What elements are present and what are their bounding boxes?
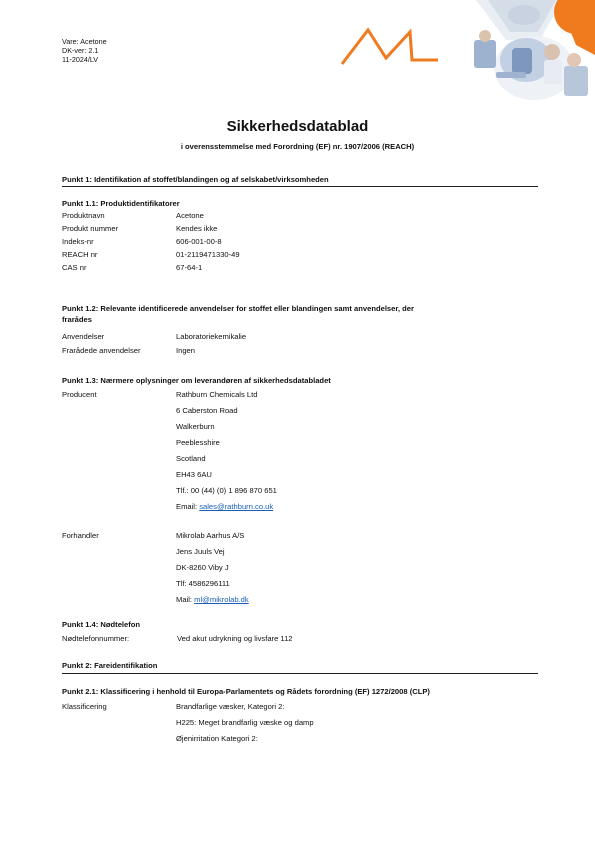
producer-email-link[interactable]: sales@rathburn.co.uk <box>199 502 274 511</box>
field-row <box>62 634 293 644</box>
field-value: 01-2119471330-49 <box>176 250 240 259</box>
dealer-email-link[interactable]: ml@mikrolab.dk <box>194 595 249 604</box>
field-label: Produkt nummer <box>62 224 119 233</box>
field-row <box>62 211 204 221</box>
field-label: CAS nr <box>62 263 87 272</box>
subsection-heading-1-3: Punkt 1.3: Nærmere oplysninger om leverandøren af sikkerhedsdatabladet <box>62 376 331 385</box>
email-prefix: Mail: <box>176 595 195 604</box>
section-divider <box>62 673 538 674</box>
classification-line: Brandfarlige væsker, Kategori 2: <box>176 702 285 711</box>
dealer-name: Mikrolab Aarhus A/S <box>176 531 245 540</box>
heading-line: Punkt 1.2: Relevante identificerede anvendelser for stoffet eller blandingen samt anvendelser, der <box>62 304 414 313</box>
field-label: Indeks-nr <box>62 237 94 246</box>
subsection-heading-2-1: Punkt 2.1: Klassificering i henhold til Europa-Parlamentets og Rådets forordning (EF) 1272/2008 (CLP) <box>62 687 430 696</box>
producer-address-line: Peeblesshire <box>176 438 220 447</box>
dealer-phone: Tlf: 4586296111 <box>176 579 230 588</box>
meta-product: Vare: Acetone <box>62 37 107 46</box>
dealer-email-line <box>176 595 249 605</box>
producer-label: Producent <box>62 390 97 399</box>
producer-phone: Tlf.: 00 (44) (0) 1 896 870 651 <box>176 486 277 495</box>
classification-line: H225: Meget brandfarlig væske og damp <box>176 718 314 727</box>
classification-line: Øjenirritation Kategori 2: <box>176 734 258 743</box>
laboratory-photo-collage <box>466 0 595 100</box>
field-row <box>62 237 222 247</box>
document-title: Sikkerhedsdatablad <box>226 118 369 135</box>
field-value: 67-64-1 <box>176 263 203 272</box>
producer-address-line: 6 Caberston Road <box>176 406 238 415</box>
field-label: Nødtelefonnummer: <box>62 634 130 643</box>
field-label: Anvendelser <box>62 332 105 341</box>
field-label: REACH nr <box>62 250 98 259</box>
classification-label: Klassificering <box>62 702 107 711</box>
producer-postcode: EH43 6AU <box>176 470 212 479</box>
field-label: Produktnavn <box>62 211 105 220</box>
section-heading-punkt-1: Punkt 1: Identifikation af stoffet/blandingen og af selskabet/virksomheden <box>62 175 329 184</box>
field-value: Laboratoriekemikalie <box>176 332 247 341</box>
producer-name: Rathburn Chemicals Ltd <box>176 390 258 399</box>
producer-email-line <box>176 502 273 512</box>
producer-address-line: Walkerburn <box>176 422 215 431</box>
field-value: 606-001-00-8 <box>176 237 222 246</box>
field-value: Ingen <box>176 346 196 355</box>
field-row <box>62 250 240 260</box>
field-value: Kendes ikke <box>176 224 218 233</box>
field-value: Ved akut udrykning og livsfare 112 <box>177 634 293 643</box>
dealer-address-line: Jens Juuls Vej <box>176 547 225 556</box>
field-row <box>62 346 195 356</box>
field-row <box>62 263 202 273</box>
subsection-heading-1-2 <box>62 303 532 325</box>
section-divider <box>62 186 538 187</box>
email-prefix: Email: <box>176 502 200 511</box>
subsection-heading-1-1: Punkt 1.1: Produktidentifikatorer <box>62 199 180 208</box>
dealer-address-line: DK-8260 Viby J <box>176 563 229 572</box>
field-label: Frarådede anvendelser <box>62 346 141 355</box>
field-value: Acetone <box>176 211 204 220</box>
heading-line: frarådes <box>62 315 92 324</box>
meta-version: DK-ver: 2.1 <box>62 46 99 56</box>
section-heading-punkt-2: Punkt 2: Fareidentifikation <box>62 661 158 670</box>
producer-address-line: Scotland <box>176 454 206 463</box>
meta-date-code: 11-2024/LV <box>62 55 99 65</box>
company-logo <box>340 24 440 68</box>
document-subtitle: i overensstemmelse med Forordning (EF) nr. 1907/2006 (REACH) <box>180 142 415 151</box>
field-row <box>62 224 217 234</box>
document-meta <box>62 37 107 65</box>
field-row <box>62 332 246 342</box>
dealer-label: Forhandler <box>62 531 99 540</box>
subsection-heading-1-4: Punkt 1.4: Nødtelefon <box>62 620 141 629</box>
